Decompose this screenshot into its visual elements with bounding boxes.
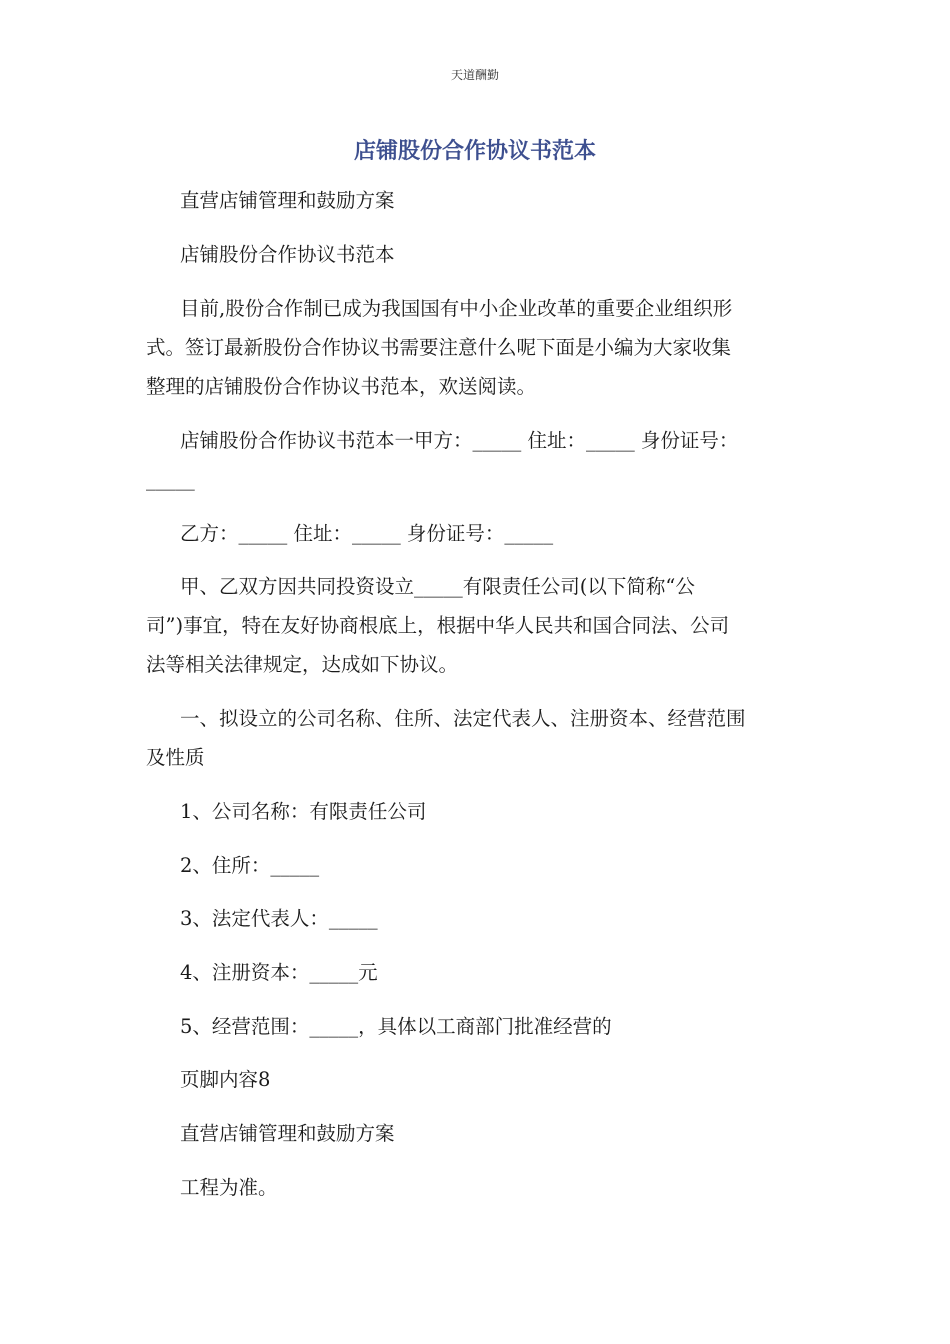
- page-header: 天道酬勤: [450, 68, 499, 82]
- paragraph-section-one: [146, 699, 806, 777]
- text-line: 及性质: [146, 746, 205, 769]
- item-business-scope: 5、经营范围：_____，具体以工商部门批准经营的: [180, 1015, 612, 1038]
- text-line: _____: [146, 468, 195, 491]
- paragraph-agreement-purpose: [146, 567, 806, 684]
- paragraph-party-b: 乙方：_____ 住址：_____ 身份证号：_____: [180, 522, 554, 545]
- text-line: 甲、乙双方因共同投资设立_____有限责任公司(以下简称“公: [180, 575, 695, 598]
- item-company-name: 1、公司名称：有限责任公司: [180, 800, 427, 823]
- item-address: 2、住所：_____: [180, 854, 320, 877]
- text-line: 法等相关法律规定，达成如下协议。: [146, 653, 459, 676]
- paragraph-intro: [146, 289, 806, 406]
- paragraph-scheme-title-2: 直营店铺管理和鼓励方案: [180, 1122, 395, 1145]
- item-registered-capital: 4、注册资本：_____元: [180, 961, 378, 984]
- text-line: 目前,股份合作制已成为我国国有中小企业改革的重要企业组织形: [180, 297, 733, 320]
- paragraph-continuation: 工程为准。: [180, 1176, 278, 1199]
- text-line: 整理的店铺股份合作协议书范本，欢送阅读。: [146, 375, 537, 398]
- text-line: 式。签订最新股份合作协议书需要注意什么呢下面是小编为大家收集: [146, 336, 732, 359]
- paragraph-party-a: [146, 421, 806, 499]
- text-line: 一、拟设立的公司名称、住所、法定代表人、注册资本、经营范围: [180, 707, 746, 730]
- page-footer-text: 页脚内容8: [180, 1068, 271, 1091]
- text-line: 司”)事宜，特在友好协商根底上，根据中华人民共和国合同法、公司: [146, 614, 730, 637]
- document-title: 店铺股份合作协议书范本: [353, 139, 596, 164]
- paragraph-scheme-title: 直营店铺管理和鼓励方案: [180, 189, 395, 212]
- paragraph-subtitle: 店铺股份合作协议书范本: [180, 243, 395, 266]
- text-line: 店铺股份合作协议书范本一甲方：_____ 住址：_____ 身份证号：: [180, 429, 739, 452]
- item-legal-representative: 3、法定代表人：_____: [180, 907, 378, 930]
